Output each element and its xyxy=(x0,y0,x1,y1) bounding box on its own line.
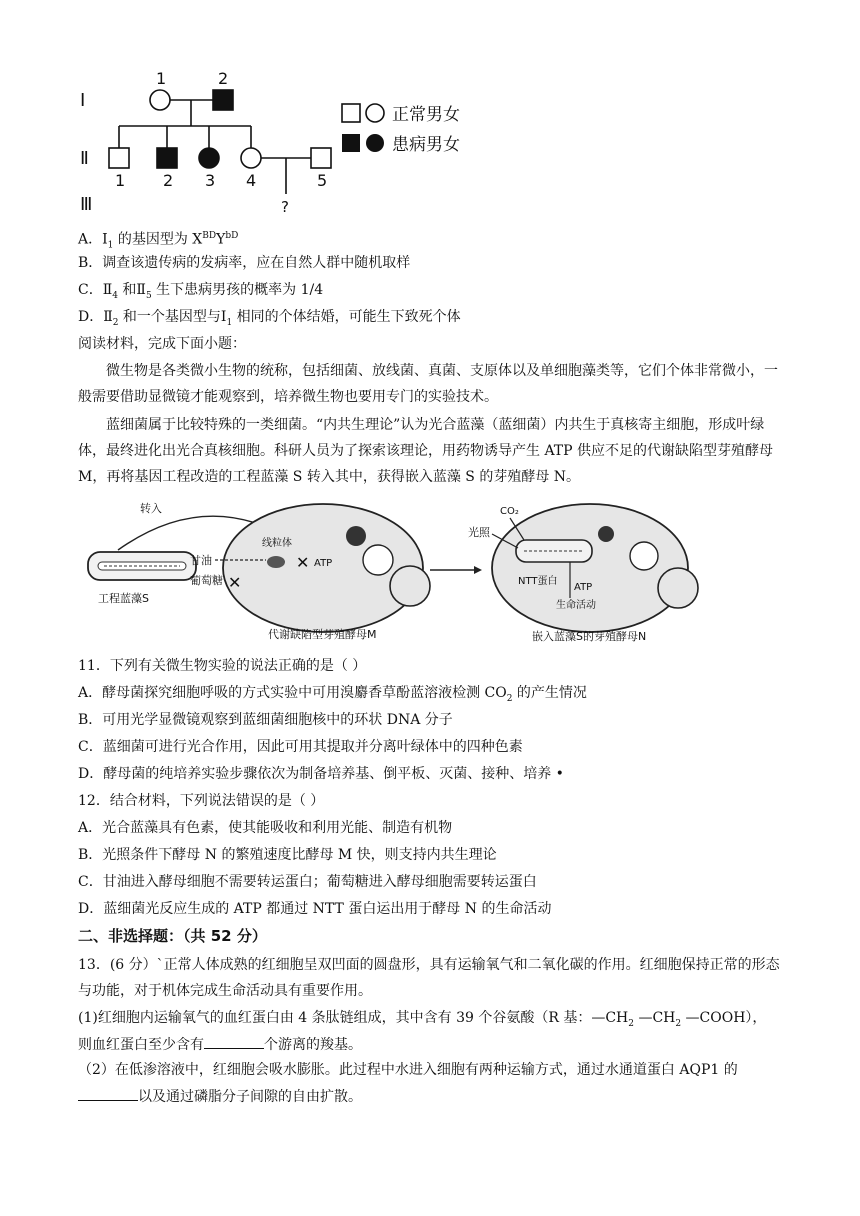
q11-option-a: A．酵母菌探究细胞呼吸的方式实验中可用溴麝香草酚蓝溶液检测 $CO_2$ 的产生情况 xyxy=(78,685,587,704)
section-heading: 二、非选择题：（共 52 分） xyxy=(78,927,267,945)
gen2-num-3: 3 xyxy=(205,171,216,190)
pedigree-chart xyxy=(70,62,490,222)
atp-label-m: ATP xyxy=(314,558,333,569)
gen-label-3: Ⅲ xyxy=(80,194,93,215)
eng-cyano-label: 工程蓝藻S xyxy=(98,592,149,605)
gen1-num-1: 1 xyxy=(156,69,167,88)
mito-label: 线粒体 xyxy=(262,538,292,549)
q13-part1-line2: 则血红蛋白至少含有 个游离的羧基。 xyxy=(78,1034,790,1055)
transfer-label: 转入 xyxy=(140,502,162,515)
glycerol-label: 甘油 xyxy=(190,554,212,567)
reading-paragraph-1: 微生物是各类微小生物的统称，包括细菌、放线菌、真菌、支原体以及单细胞藻类等，它们个体非常微小，一般需要借助显微镜才能观察到，培养微生物也要用专门的实验技术。 xyxy=(78,363,778,405)
q10-option-c: C．$Ⅱ_4$ 和$Ⅱ_5$ 生下患病男孩的概率为 1/4 xyxy=(78,282,324,301)
q12-stem: 12．结合材料，下列说法错误的是（ ） xyxy=(78,793,325,809)
q11-option-b: B．可用光学显微镜观察到蓝细菌细胞核中的环状 DNA 分子 xyxy=(78,712,453,728)
reading-intro: 阅读材料，完成下面小题： xyxy=(78,336,246,352)
legend-affected-female xyxy=(366,134,384,152)
pedigree-II5 xyxy=(311,148,331,168)
gen1-num-2: 2 xyxy=(218,69,229,88)
yeast-m-vacuole xyxy=(363,545,393,575)
q13-stem: 13．(6 分）`正常人体成熟的红细胞呈双凹面的圆盘形，具有运输氧气和二氧化碳的作用。红细胞保持正常的形态与功能，对于机体完成生命活动具有重要作用。 xyxy=(78,957,780,999)
q13-part1-line1: (1)红细胞内运输氧气的血红蛋白由 4 条肽链组成，其中含有 39 个谷氨酸（R 基：$—CH_2$ $—CH_2$ —COOH）， xyxy=(78,1010,767,1029)
gen2-num-4: 4 xyxy=(246,171,257,190)
q13-part2-line2: 以及通过磷脂分子间隙的自由扩散。 xyxy=(78,1086,790,1107)
yeast-m-label: 代谢缺陷型芽殖酵母M xyxy=(268,628,377,641)
pedigree-II1 xyxy=(109,148,129,168)
legend-affected-label: 患病男女 xyxy=(392,135,460,155)
q11-option-c: C．蓝细菌可进行光合作用，因此可用其提取并分离叶绿体中的四种色素 xyxy=(78,739,523,755)
q11-option-d: D．酵母菌的纯培养实验步骤依次为制备培养基、倒平板、灭菌、接种、培养 • xyxy=(78,766,564,782)
life-activity-label: 生命活动 xyxy=(556,600,596,611)
gen-label-1: Ⅰ xyxy=(80,90,86,111)
q11-stem: 11．下列有关微生物实验的说法正确的是（ ） xyxy=(78,658,367,674)
yeast-n-cell xyxy=(492,504,688,632)
pedigree-I2 xyxy=(213,90,233,110)
ntt-label: NTT蛋白 xyxy=(518,576,558,587)
yeast-n-label: 嵌入蓝藻S的芽殖酵母N xyxy=(532,630,647,643)
atp-block-icon: ✕ xyxy=(296,553,310,572)
yeast-n-vacuole xyxy=(630,542,658,570)
experiment-diagram xyxy=(78,498,858,648)
q10-option-b: B．调查该遗传病的发病率，应在自然人群中随机取样 xyxy=(78,255,411,271)
pedigree-I1 xyxy=(150,90,170,110)
atp-label-n: ATP xyxy=(574,582,593,593)
gen2-num-5: 5 xyxy=(317,171,328,190)
legend-normal-male xyxy=(342,104,360,122)
unknown-offspring: ? xyxy=(281,198,289,216)
pedigree-II4 xyxy=(241,148,261,168)
gen-label-2: Ⅱ xyxy=(80,148,89,169)
legend-normal-label: 正常男女 xyxy=(392,105,460,125)
q12-option-b: B．光照条件下酵母 N 的繁殖速度比酵母 M 快，则支持内共生理论 xyxy=(78,847,497,863)
pedigree-II3 xyxy=(199,148,219,168)
yeast-n-nucleus xyxy=(598,526,614,542)
gen2-num-2: 2 xyxy=(163,171,174,190)
q12-option-d: D．蓝细菌光反应生成的 ATP 都通过 NTT 蛋白运出用于酵母 N 的生命活动 xyxy=(78,901,552,917)
q10-option-d: D．$Ⅱ_2$ 和一个基因型与$Ⅰ_1$ 相同的个体结婚，可能生下致死个体 xyxy=(78,309,461,328)
q10-option-a: A．$Ⅰ_1$ 的基因型为 $X^{BD}Y^{bD}$ xyxy=(78,231,239,251)
glucose-block-icon: ✕ xyxy=(228,573,242,592)
reading-paragraph-2: 蓝细菌属于比较特殊的一类细菌。“内共生理论”认为光合蓝藻（蓝细菌）内共生于真核寄主细胞，形成叶绿体，最终进化出光合真核细胞。科研人员为了探索该理论，用药物诱导产生 ATP 供应不足的代谢缺陷型芽殖酵母 M，再将基因工程改造的工程蓝藻 S 转入其中，获得嵌入蓝藻 S 的芽殖酵母 N。 xyxy=(78,417,774,485)
q13-part2-line1: （2）在低渗溶液中，红细胞会吸水膨胀。此过程中水进入细胞有两种运输方式，通过水通道蛋白 AQP1 的 xyxy=(78,1062,738,1078)
q12-option-c: C．甘油进入酵母细胞不需要转运蛋白；葡萄糖进入酵母细胞需要转运蛋白 xyxy=(78,874,537,890)
answer-blank-2[interactable] xyxy=(78,1086,138,1101)
glucose-label: 葡萄糖 xyxy=(190,574,223,587)
co2-label: CO₂ xyxy=(500,506,519,517)
pedigree-II2 xyxy=(157,148,177,168)
light-label: 光照 xyxy=(468,526,490,539)
gen2-num-1: 1 xyxy=(115,171,126,190)
mitochondrion-icon xyxy=(267,556,285,568)
answer-blank-1[interactable] xyxy=(204,1034,264,1049)
yeast-m-nucleus xyxy=(346,526,366,546)
legend-normal-female xyxy=(366,104,384,122)
legend-affected-male xyxy=(342,134,360,152)
q12-option-a: A．光合蓝藻具有色素，使其能吸收和利用光能、制造有机物 xyxy=(78,820,453,836)
